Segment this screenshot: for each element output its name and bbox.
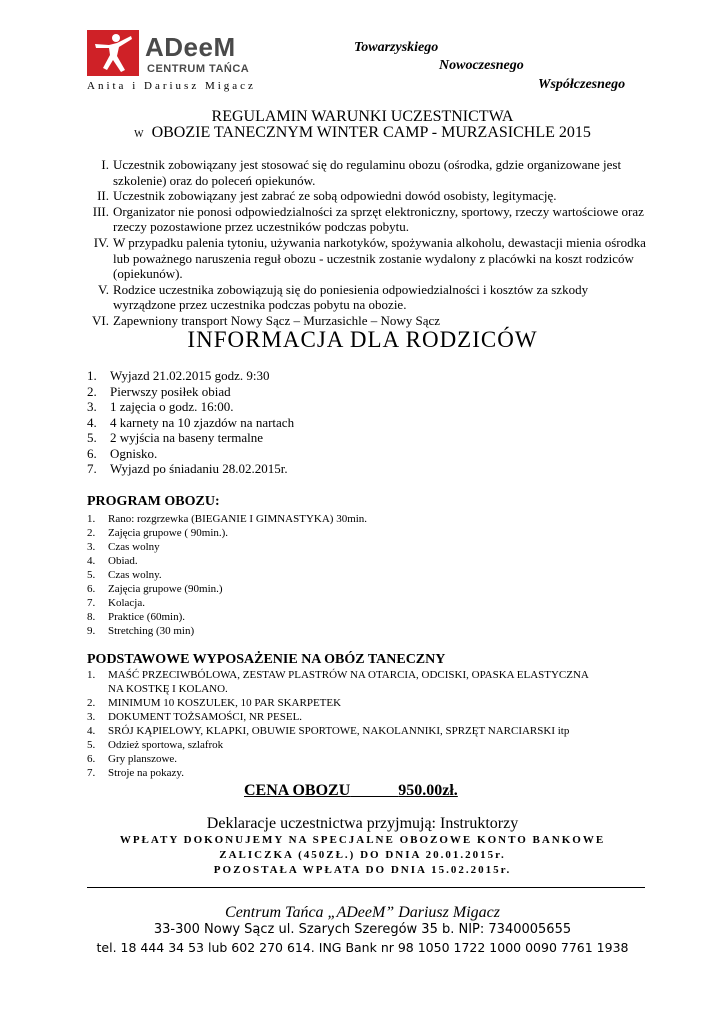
rule-number: V. [98, 281, 109, 297]
equipment-text: Stroje na pokazy. [108, 767, 184, 779]
rule-number: IV. [93, 234, 109, 250]
equipment-text: SRÓJ KĄPIELOWY, KLAPKI, OBUWIE SPORTOWE, NAKOLANNIKI, SPRZĘT NARCIARSKI itp [108, 725, 570, 737]
equipment-number: 1. [87, 669, 96, 681]
equipment-number: 2. [87, 697, 96, 709]
info-text: 2 wyjścia na baseny termalne [110, 430, 264, 445]
payment-line-1: WPŁATY DOKONUJEMY NA SPECJALNE OBOZOWE KONTO BANKOWE [119, 834, 606, 846]
info-number: 3. [87, 399, 97, 414]
program-item [87, 540, 367, 554]
equipment-text: Odzież sportowa, szlafrok [108, 739, 224, 751]
program-item [87, 596, 367, 610]
tagline-1: Towarzyskiego [354, 40, 439, 55]
info-number: 6. [87, 445, 97, 461]
equipment-item [87, 766, 597, 780]
program-list [87, 512, 367, 638]
subtitle-text: OBOZIE TANECZNYM WINTER CAMP - MURZASICHLE 2015 [151, 124, 591, 141]
info-number: 2. [87, 383, 97, 399]
info-item [87, 446, 294, 462]
rule-text: Rodzice uczestnika zobowiązują się do poniesienia odpowiedzialności i kosztów za szkody wyrządzone przez uczestnika podczas pobytu na obozie. [113, 281, 589, 313]
info-number: 4. [87, 414, 97, 430]
info-number: 7. [87, 461, 97, 476]
equipment-number: 5. [87, 739, 96, 751]
equipment-list [87, 668, 597, 780]
tagline-3: Współczesnego [538, 77, 626, 92]
equipment-number: 6. [87, 753, 96, 765]
logo-mark [87, 30, 139, 76]
equipment-item [87, 724, 597, 738]
program-number: 5. [87, 569, 96, 581]
program-text: Praktice (60min). [108, 611, 185, 623]
payment-line-2: ZALICZKA (450ZŁ.) DO DNIA 20.01.2015r. [219, 849, 506, 861]
rule-number: I. [101, 157, 109, 172]
program-number: 4. [87, 555, 96, 567]
info-item [87, 384, 294, 400]
program-item [87, 582, 367, 596]
program-item [87, 554, 367, 568]
rule-item [83, 235, 653, 282]
info-item [87, 368, 294, 384]
program-text: Czas wolny. [108, 569, 162, 581]
equipment-heading: PODSTAWOWE WYPOSAŻENIE NA OBÓZ TANECZNY [87, 652, 446, 667]
equipment-number: 3. [87, 711, 96, 723]
rule-text: W przypadku palenia tytoniu, używania narkotyków, spożywania alkoholu, dewastacji mienia ośrodka lub poważnego naruszenia reguł obozu - uczestnik zostanie wydalony z placówki na koszt rodziców (opiekunów). [113, 234, 646, 282]
info-text: Pierwszy posiłek obiad [110, 383, 231, 399]
equipment-item [87, 738, 597, 752]
footer-company: Centrum Tańca „ADeeM” Dariusz Migacz [225, 904, 500, 921]
info-number: 5. [87, 430, 97, 445]
owners-line: Anita i Dariusz Migacz [87, 80, 256, 92]
info-text: Ognisko. [110, 445, 158, 461]
program-text: Zajęcia grupowe ( 90min.). [108, 527, 229, 539]
program-item [87, 624, 367, 638]
document-title: REGULAMIN WARUNKI UCZESTNICTWA [211, 108, 514, 125]
rule-item [83, 282, 653, 313]
program-heading: PROGRAM OBOZU: [87, 494, 220, 509]
program-item [87, 610, 367, 624]
rule-number: II. [97, 188, 109, 204]
info-text: Wyjazd po śniadaniu 28.02.2015r. [110, 461, 288, 476]
equipment-item [87, 668, 597, 696]
info-item [87, 399, 294, 415]
declaration-text: Deklaracje uczestnictwa przyjmują: Instruktorzy [206, 815, 519, 832]
rule-number: VI. [92, 312, 109, 328]
dancer-icon [87, 30, 139, 76]
equipment-item [87, 710, 597, 724]
rule-text: Organizator nie ponosi odpowiedzialności za sprzęt elektroniczny, sportowy, rzeczy wartościowe oraz rzeczy pozostawione przez uczestników podczas pobytu. [113, 203, 644, 235]
info-text: Wyjazd 21.02.2015 godz. 9:30 [110, 368, 270, 383]
program-text: Obiad. [108, 555, 138, 567]
rule-text: Uczestnik zobowiązany jest stosować się do regulaminu obozu (ośrodka, gdzie organizowane jest szkolenie) oraz do poleceń opiekunów. [113, 157, 622, 188]
program-text: Rano: rozgrzewka (BIEGANIE I GIMNASTYKA) 30min. [108, 513, 368, 525]
program-number: 2. [87, 527, 96, 539]
program-number: 3. [87, 541, 96, 553]
info-text: 4 karnety na 10 zjazdów na nartach [110, 414, 295, 430]
info-item [87, 430, 294, 446]
program-text: Kolacja. [108, 597, 145, 609]
info-number: 1. [87, 368, 97, 383]
document-subtitle [0, 124, 725, 142]
footer-divider [87, 887, 645, 888]
equipment-text: MAŚĆ PRZECIWBÓLOWA, ZESTAW PLASTRÓW NA OTARCIA, ODCISKI, OPASKA ELASTYCZNA NA KOSTKĘ I KOLANO. [108, 669, 589, 695]
equipment-text: MINIMUM 10 KOSZULEK, 10 PAR SKARPETEK [108, 697, 342, 709]
equipment-text: DOKUMENT TOŻSAMOŚCI, NR PESEL. [108, 711, 303, 723]
program-item [87, 568, 367, 582]
program-text: Zajęcia grupowe (90min.) [108, 583, 223, 595]
info-item [87, 415, 294, 431]
info-item [87, 461, 294, 477]
rules-list [83, 157, 653, 329]
rule-item [83, 157, 653, 188]
program-item [87, 512, 367, 526]
equipment-text: Gry planszowe. [108, 753, 178, 765]
program-number: 7. [87, 597, 96, 609]
rule-text: Zapewniony transport Nowy Sącz – Murzasichle – Nowy Sącz [113, 312, 441, 328]
rule-item [83, 188, 653, 204]
subtitle-prefix: W [134, 129, 144, 140]
equipment-item [87, 696, 597, 710]
program-text: Czas wolny [108, 541, 160, 553]
program-number: 8. [87, 611, 96, 623]
program-number: 6. [87, 583, 96, 595]
tagline-2: Nowoczesnego [439, 58, 524, 73]
rule-text: Uczestnik zobowiązany jest zabrać ze sobą odpowiedni dowód osobisty, legitymację. [113, 188, 557, 204]
equipment-item [87, 752, 597, 766]
program-number: 9. [87, 625, 96, 637]
rule-item [83, 204, 653, 235]
info-text: 1 zajęcia o godz. 16:00. [110, 399, 234, 414]
footer-address: 33-300 Nowy Sącz ul. Szarych Szeregów 35 b. NIP: 7340005655 [153, 922, 572, 937]
equipment-number: 7. [87, 767, 96, 779]
brand-name: ADeeM [145, 32, 236, 62]
equipment-number: 4. [87, 725, 96, 737]
price-line [244, 782, 458, 800]
footer-contact: tel. 18 444 34 53 lub 602 270 614. ING Bank nr 98 1050 1722 1000 0090 7761 1938 [96, 940, 629, 955]
rule-number: III. [92, 203, 109, 219]
info-heading: INFORMACJA DLA RODZICÓW [187, 327, 538, 352]
program-text: Stretching (30 min) [108, 625, 195, 637]
program-number: 1. [87, 513, 96, 525]
payment-line-3: POZOSTAŁA WPŁATA DO DNIA 15.02.2015r. [213, 864, 512, 876]
price-label: CENA OBOZU [244, 782, 351, 799]
price-value: 950.00zł. [398, 782, 458, 799]
brand-subtitle: CENTRUM TAŃCA [147, 63, 250, 75]
program-item [87, 526, 367, 540]
info-list [87, 368, 294, 477]
